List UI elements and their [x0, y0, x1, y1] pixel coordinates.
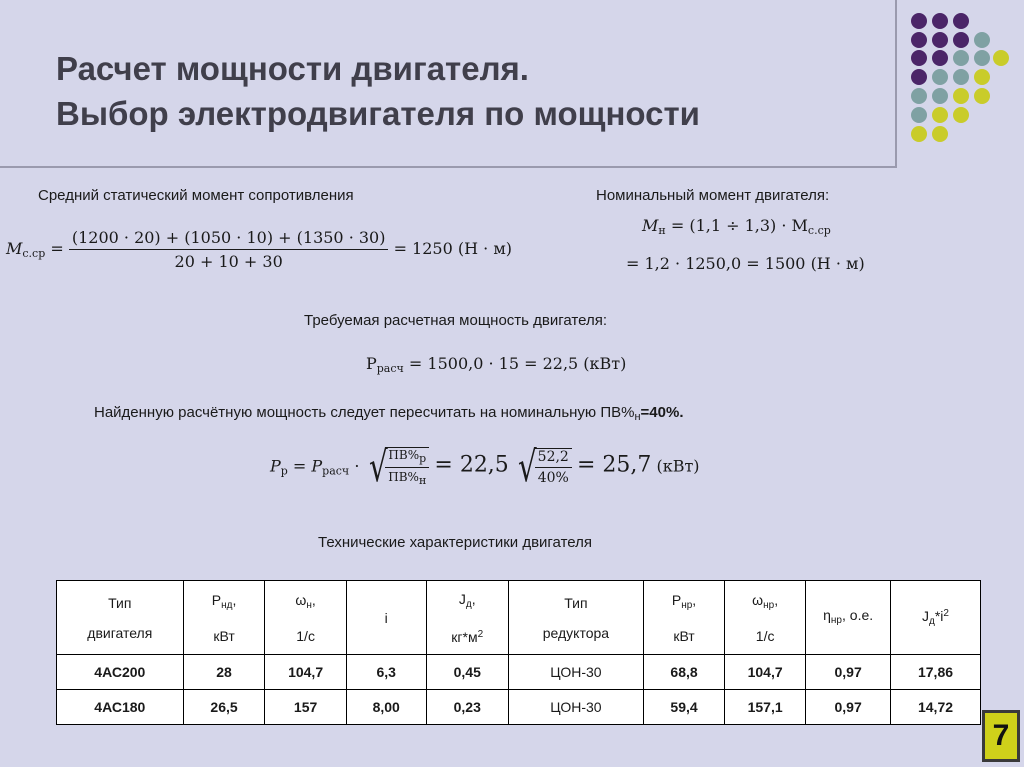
header-line-1 — [808, 600, 888, 636]
recalc-note-tail: =40%. — [640, 404, 684, 421]
header-line-2 — [267, 621, 343, 651]
table-row — [57, 690, 981, 725]
decorative-dot — [953, 32, 969, 48]
required-power-label: Требуемая расчетная мощность двигателя: — [304, 312, 607, 329]
header-tail: *i — [934, 607, 944, 624]
table-cell: 4АС180 — [57, 690, 184, 725]
decorative-dot — [911, 13, 927, 29]
header-line-1 — [267, 585, 343, 621]
header-unit: кВт — [673, 627, 695, 644]
table-header-cell — [891, 581, 981, 655]
header-tail: , — [471, 590, 476, 607]
header-unit: кг*м — [451, 628, 478, 645]
header-line-1 — [646, 585, 722, 621]
title-area — [0, 0, 897, 168]
decorative-dot — [932, 50, 948, 66]
pr-dot: · — [354, 456, 360, 476]
pr-sqrt-1 — [365, 442, 430, 491]
decorative-dots — [905, 0, 1024, 150]
header-line-2 — [59, 618, 181, 648]
table-header-cell — [346, 581, 426, 655]
header-main: Тип — [108, 594, 132, 611]
header-main: η — [823, 606, 831, 623]
table-header-cell — [508, 581, 643, 655]
table-cell: 0,23 — [426, 690, 508, 725]
header-unit: 1/с — [296, 627, 315, 644]
header-line-1 — [59, 588, 181, 618]
header-tail: , — [232, 591, 237, 608]
header-main: ω — [295, 591, 307, 608]
pr-sqrt2-den: 40% — [537, 470, 569, 486]
table-cell: 28 — [183, 655, 265, 690]
header-line-2 — [646, 621, 722, 651]
header-unit: 1/с — [755, 627, 775, 644]
slide-title-line-2: Выбор электродвигателя по мощности — [56, 95, 700, 132]
pr-sqrt-2-body — [535, 448, 572, 486]
decorative-dot — [953, 13, 969, 29]
pr-sqrt-1-frac — [385, 448, 429, 487]
decorative-dot — [974, 50, 990, 66]
rated-power-formula — [270, 442, 700, 491]
table-header-cell — [806, 581, 891, 655]
pr-sqrt-num: ПВ% — [388, 448, 420, 462]
decorative-dot — [953, 69, 969, 85]
pr-unit: (кВт) — [656, 456, 700, 476]
mcp-denominator: 20 + 10 + 30 — [174, 252, 283, 271]
recalc-note — [94, 404, 684, 423]
pr-sqrt-2-frac — [535, 449, 572, 486]
header-sub: нр — [830, 614, 842, 626]
recalc-note-sub: н — [634, 411, 641, 423]
decorative-dot — [974, 88, 990, 104]
header-line-2 — [727, 621, 803, 651]
table-cell: 8,00 — [346, 690, 426, 725]
table-cell: 157,1 — [725, 690, 806, 725]
decorative-dot — [953, 88, 969, 104]
header-main: Тип — [564, 594, 588, 611]
table-header-cell — [426, 581, 508, 655]
pr-sqrt2-num: 52,2 — [535, 449, 572, 468]
decorative-dot — [932, 107, 948, 123]
mcp-numerator: (1200 · 20) + (1050 · 10) + (1350 · 30) — [69, 228, 389, 250]
header-main: P — [211, 591, 222, 608]
mcp-lhs-sub: с.ср — [22, 247, 46, 260]
table-cell: 26,5 — [183, 690, 265, 725]
pr-p: P — [311, 456, 323, 476]
pr-eq: = — [292, 456, 307, 476]
pr-lhs: P — [270, 456, 281, 476]
table-cell: 157 — [265, 690, 346, 725]
mcp-equals: = — [50, 239, 64, 258]
sqrt-icon: √ — [517, 442, 537, 491]
decorative-dot — [932, 88, 948, 104]
header-main: J — [922, 607, 930, 624]
header-tail: , — [774, 591, 779, 608]
prasch-lhs-sub: расч — [376, 362, 404, 375]
sqrt-icon: √ — [368, 442, 388, 491]
table-cell: 0,45 — [426, 655, 508, 690]
decorative-dot — [911, 50, 927, 66]
decorative-dot — [911, 88, 927, 104]
decorative-dot — [911, 69, 927, 85]
header-tail: , о.е. — [842, 606, 874, 623]
mn-lhs: M — [642, 216, 659, 235]
table-row — [57, 655, 981, 690]
pr-sqrt-den: ПВ% — [388, 470, 419, 484]
pr-sqrt-den-sub: н — [418, 474, 427, 487]
decorative-dot — [911, 32, 927, 48]
nominal-moment-formula-2: = 1,2 · 1250,0 = 1500 (Н · м) — [626, 254, 865, 273]
header-unit: двигателя — [87, 624, 153, 641]
mcp-lhs: M — [6, 239, 23, 258]
nominal-moment-label: Номинальный момент двигателя: — [596, 187, 830, 204]
header-line-1 — [186, 585, 263, 621]
mcp-fraction — [69, 228, 389, 271]
mcp-result: = 1250 (Н · м) — [393, 239, 512, 258]
header-main: i — [384, 609, 388, 626]
prasch-rhs: = 1500,0 · 15 = 22,5 (кВт) — [408, 354, 627, 373]
header-line-2 — [511, 618, 641, 648]
required-power-formula — [366, 354, 626, 375]
table-cell: 14,72 — [891, 690, 981, 725]
header-main: J — [458, 590, 466, 607]
header-line-1 — [349, 603, 424, 633]
page-number: 7 — [982, 710, 1020, 762]
decorative-dot — [911, 126, 927, 142]
header-sub: нр — [763, 599, 775, 611]
decorative-dot — [932, 13, 948, 29]
header-sub: д — [465, 598, 472, 610]
header-line-1 — [429, 584, 506, 620]
table-header-row — [57, 581, 981, 655]
table-cell: 104,7 — [265, 655, 346, 690]
header-sub: д — [929, 615, 935, 627]
table-cell: 17,86 — [891, 655, 981, 690]
mn-rhs-sub: с.ср — [807, 224, 831, 237]
table-header-cell — [183, 581, 265, 655]
pr-sqrt-num-sub: р — [419, 452, 427, 465]
table-cell: 4АС200 — [57, 655, 184, 690]
header-unit-sup: 2 — [477, 628, 484, 640]
table-header-cell — [725, 581, 806, 655]
table-cell: 6,3 — [346, 655, 426, 690]
decorative-dot — [974, 32, 990, 48]
decorative-dot — [974, 69, 990, 85]
decorative-dot — [932, 126, 948, 142]
header-line-1 — [511, 588, 641, 618]
slide-title-line-1: Расчет мощности двигателя. — [56, 50, 529, 87]
table-header-cell — [57, 581, 184, 655]
header-sup: 2 — [943, 607, 949, 619]
pr-mid: = 22,5 — [434, 452, 509, 478]
decorative-dot — [953, 50, 969, 66]
decorative-dot — [932, 32, 948, 48]
recalc-note-text: Найденную расчётную мощность следует пересчитать на номинальную ПВ% — [94, 404, 635, 421]
header-tail: , — [692, 591, 697, 608]
pr-result: = 25,7 — [576, 452, 652, 478]
pr-lhs-sub: р — [280, 464, 288, 478]
header-sub: н — [306, 599, 312, 611]
header-sub: нд — [221, 599, 233, 611]
decorative-dot — [932, 69, 948, 85]
header-sub: нр — [681, 599, 693, 611]
header-unit: редуктора — [542, 624, 610, 641]
avg-moment-formula — [6, 228, 512, 271]
table-header-cell — [644, 581, 725, 655]
header-unit: кВт — [213, 627, 235, 644]
pr-sqrt-1-body — [385, 447, 429, 487]
decorative-dot — [953, 107, 969, 123]
header-line-2 — [429, 620, 506, 652]
header-line-1 — [727, 585, 803, 621]
table-cell: ЦОН-30 — [508, 655, 643, 690]
header-main: ω — [752, 591, 764, 608]
decorative-dot — [911, 107, 927, 123]
decorative-dot — [993, 50, 1009, 66]
table-cell: 68,8 — [644, 655, 725, 690]
table-cell: 0,97 — [806, 690, 891, 725]
table-cell: ЦОН-30 — [508, 690, 643, 725]
table-header-cell — [265, 581, 346, 655]
pr-p-sub: расч — [322, 464, 350, 478]
table-cell: 59,4 — [644, 690, 725, 725]
prasch-lhs: P — [366, 354, 377, 373]
motor-spec-table — [56, 580, 981, 725]
header-line-2 — [186, 621, 263, 651]
avg-moment-label: Средний статический момент сопротивления — [38, 187, 354, 204]
tech-label: Технические характеристики двигателя — [318, 534, 592, 551]
table-cell: 104,7 — [725, 655, 806, 690]
mn-lhs-sub: н — [658, 224, 666, 237]
table-cell: 0,97 — [806, 655, 891, 690]
nominal-moment-formula-1 — [642, 216, 831, 237]
header-main: P — [671, 591, 682, 608]
header-tail: , — [311, 591, 316, 608]
mn-rhs: = (1,1 ÷ 1,3) · M — [670, 216, 808, 235]
header-line-1 — [893, 599, 978, 637]
pr-sqrt-2 — [514, 442, 572, 491]
